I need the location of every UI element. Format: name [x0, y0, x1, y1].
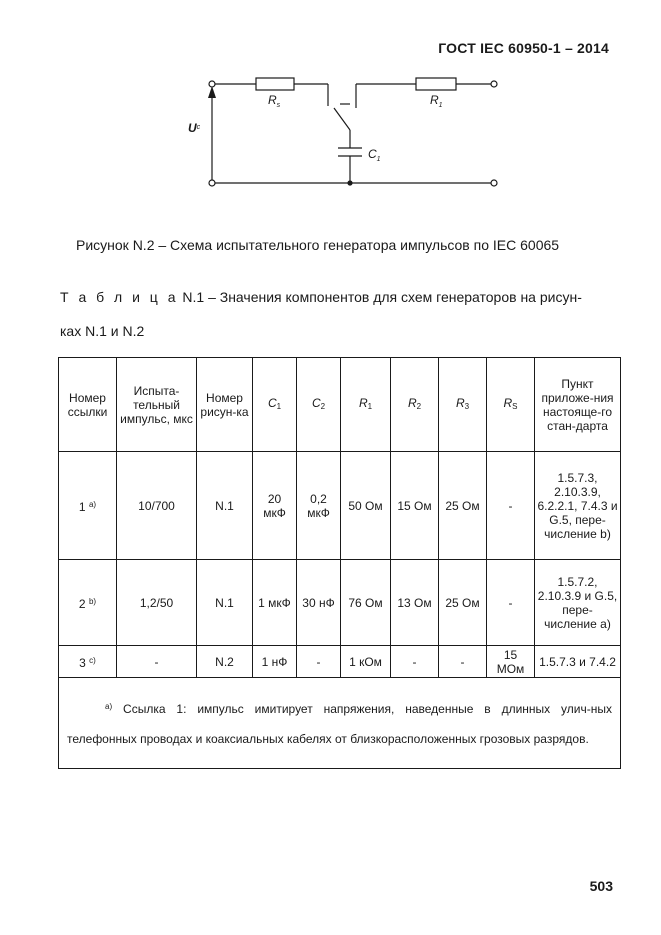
- terminal-top-right: [491, 81, 497, 87]
- table-title-text-cont: ках N.1 и N.2: [60, 323, 145, 339]
- cell-figure: N.1: [197, 452, 253, 560]
- page-number: 503: [589, 878, 613, 894]
- label-c1: $C_1$: [368, 147, 381, 163]
- header-ref: Номер ссылки: [59, 358, 117, 452]
- cell-r2: 13 Ом: [391, 560, 439, 646]
- document-header: ГОСТ IEC 60950-1 – 2014: [438, 40, 609, 56]
- cell-c2: 30 нФ: [297, 560, 341, 646]
- cell-impulse: 10/700: [117, 452, 197, 560]
- table-header-row: [59, 358, 621, 452]
- switch-blade: [334, 108, 350, 130]
- cell-rs: -: [487, 452, 535, 560]
- table-title: [60, 280, 620, 348]
- components-table: [58, 357, 621, 769]
- header-r1: $R_1$: [341, 358, 391, 452]
- table-row: [59, 646, 621, 678]
- table-title-text: N.1 – Значения компонентов для схем генераторов на рисун-: [178, 289, 582, 305]
- header-c2: $C_2$: [297, 358, 341, 452]
- cell-r1: 76 Ом: [341, 560, 391, 646]
- header-r2: $R_2$: [391, 358, 439, 452]
- cell-figure: N.2: [197, 646, 253, 678]
- cell-r3: 25 Ом: [439, 452, 487, 560]
- cell-c1: 20 мкФ: [253, 452, 297, 560]
- cell-ref: 3 $^{c)}$: [59, 646, 117, 678]
- label-rs: $R_s$: [268, 93, 281, 109]
- table-title-prefix: Т а б л и ц а: [60, 289, 179, 305]
- figure-caption: Рисунок N.2 – Схема испытательного генератора импульсов по IEC 60065: [76, 237, 560, 253]
- junction-dot: [347, 180, 352, 185]
- cell-clause: 1.5.7.2, 2.10.3.9 и G.5, пере-числение a): [535, 560, 621, 646]
- cell-c2: -: [297, 646, 341, 678]
- cell-clause: 1.5.7.3 и 7.4.2: [535, 646, 621, 678]
- table-footnote-row: [59, 678, 621, 769]
- cell-c1: 1 мкФ: [253, 560, 297, 646]
- terminal-bottom-left: [209, 180, 215, 186]
- header-figure: Номер рисун-ка: [197, 358, 253, 452]
- table-row: [59, 560, 621, 646]
- cell-r2: -: [391, 646, 439, 678]
- cell-r3: 25 Ом: [439, 560, 487, 646]
- label-uc: $U^c$: [188, 121, 201, 135]
- terminal-bottom-right: [491, 180, 497, 186]
- cell-figure: N.1: [197, 560, 253, 646]
- cell-rs: -: [487, 560, 535, 646]
- header-rs: $R_S$: [487, 358, 535, 452]
- header-impulse: Испыта-тельный импульс, мкс: [117, 358, 197, 452]
- cell-r2: 15 Ом: [391, 452, 439, 560]
- cell-ref: 1 $^{a)}$: [59, 452, 117, 560]
- resistor-r1: [416, 78, 456, 90]
- header-clause: Пункт приложе-ния настояще-го стан-дарта: [535, 358, 621, 452]
- table-footnote: $^{a)}$ Ссылка 1: импульс имитирует напряжения, наведенные в длинных улич-ных телефонных проводах и коаксиальных кабелях от близкорасположенных грозовых разрядов.: [59, 678, 621, 769]
- label-r1: $R_1$: [430, 93, 443, 109]
- table-row: [59, 452, 621, 560]
- cell-impulse: -: [117, 646, 197, 678]
- cell-r1: 50 Ом: [341, 452, 391, 560]
- cell-rs: 15 МОм: [487, 646, 535, 678]
- header-r3: $R_3$: [439, 358, 487, 452]
- header-c1: $C_1$: [253, 358, 297, 452]
- cell-impulse: 1,2/50: [117, 560, 197, 646]
- resistor-rs: [256, 78, 294, 90]
- terminal-top-left: [209, 81, 215, 87]
- cell-ref: 2 $^{b)}$: [59, 560, 117, 646]
- cell-r1: 1 кОм: [341, 646, 391, 678]
- cell-c1: 1 нФ: [253, 646, 297, 678]
- cell-c2: 0,2 мкФ: [297, 452, 341, 560]
- impulse-generator-circuit-diagram: [0, 0, 661, 230]
- cell-r3: -: [439, 646, 487, 678]
- cell-clause: 1.5.7.3, 2.10.3.9, 6.2.2.1, 7.4.3 и G.5, пере-числение b): [535, 452, 621, 560]
